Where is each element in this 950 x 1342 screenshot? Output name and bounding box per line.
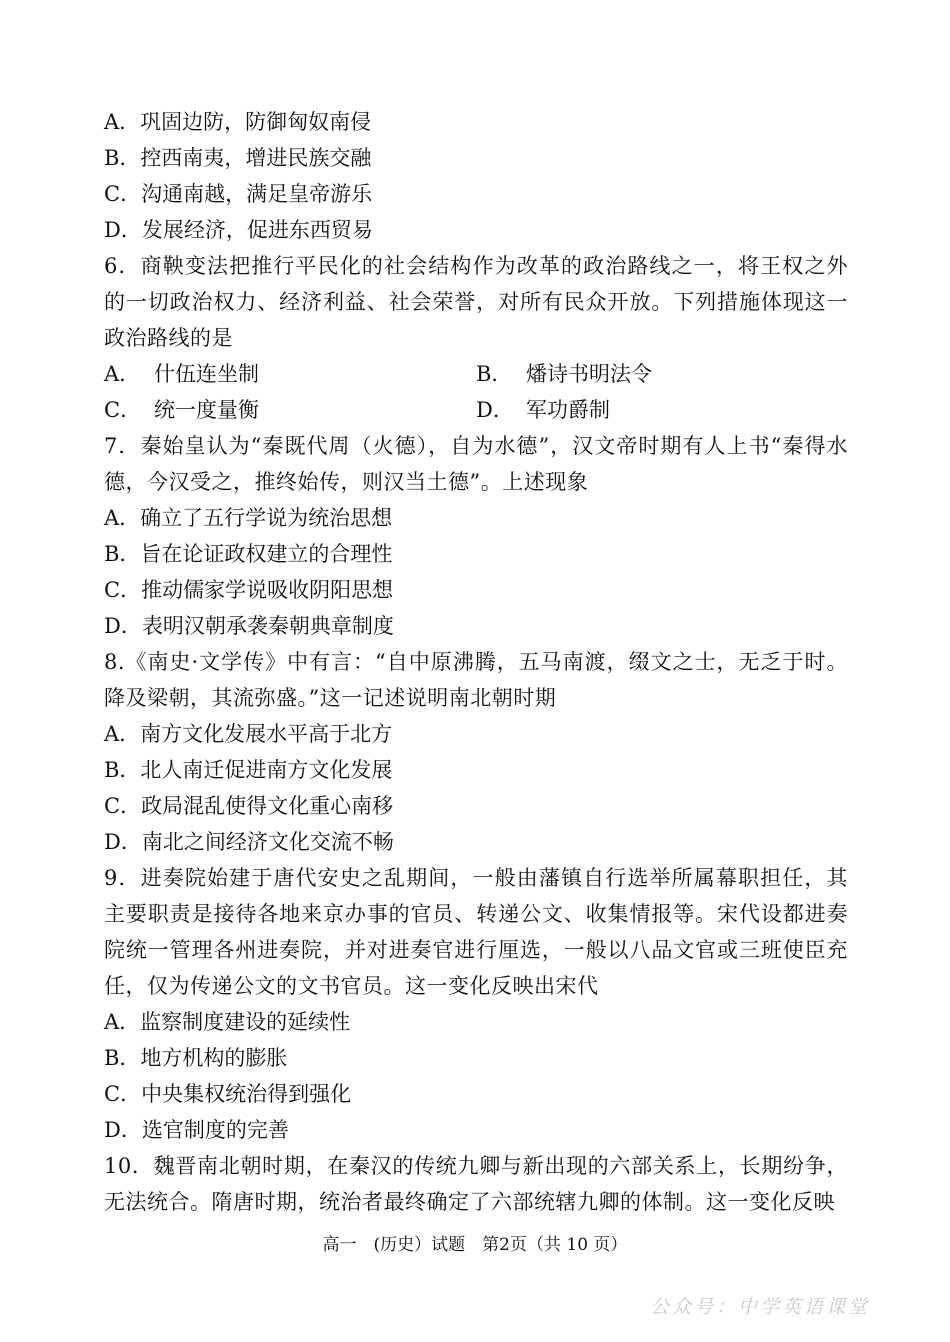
option-a [104,356,476,392]
question-8-stem: 8.《南史·文学传》中有言：“自中原沸腾，五马南渡，缀文之士，无乏于时。降及梁朝，其流弥盛。”这一记述说明南北朝时期 [104,650,848,710]
option-a: A．巩固边防，防御匈奴南侵 [104,110,372,134]
option-c: C．沟通南越，满足皇帝游乐 [104,182,373,206]
question-7-stem: 7．秦始皇认为“秦既代周（火德），自为水德”，汉文帝时期有人上书“秦得水德，今汉受之，推终始传，则汉当土德”。上述现象 [104,434,848,494]
question-9-stem: 9．进奏院始建于唐代安史之乱期间，一般由藩镇自行选举所属幕职担任，其主要职责是接待各地来京办事的官员、转递公文、收集情报等。宋代设都进奏院统一管理各州进奏院，并对进奏官进行厘选，一般以八品文官或三班使臣充任，仅为传递公文的文书官员。这一变化反映出宋代 [104,866,848,998]
option-d: D．南北之间经济文化交流不畅 [104,830,394,854]
question-8 [104,644,848,860]
option-key: B． [476,362,513,386]
option-c: C．政局混乱使得文化重心南移 [104,794,394,818]
option-d [476,392,848,428]
page-footer: 高一 (历史）试题 第2页（共 10 页） [322,1235,628,1255]
question-10-stem: 10．魏晋南北朝时期，在秦汉的传统九卿与新出现的六部关系上，长期纷争，无法统合。隋唐时期，统治者最终确定了六部统辖九卿的体制。这一变化反映 [104,1154,848,1214]
option-c: C．中央集权统治得到强化 [104,1082,352,1106]
option-a: A．南方文化发展水平高于北方 [104,722,393,746]
option-key: D． [476,398,514,422]
exam-page-content [104,104,848,1220]
option-text: 军功爵制 [526,398,610,422]
option-key: A． [104,362,141,386]
option-d: D．发展经济，促进东西贸易 [104,218,373,242]
question-6-options-row-1 [104,356,848,392]
question-10 [104,1148,848,1220]
option-b: B．地方机构的膨胀 [104,1046,288,1070]
option-c [104,392,476,428]
option-key: C． [104,398,142,422]
option-b [476,356,848,392]
option-text: 统一度量衡 [154,398,259,422]
option-d: D．选官制度的完善 [104,1118,289,1142]
question-6-stem: 6．商鞅变法把推行平民化的社会结构作为改革的政治路线之一，将王权之外的一切政治权力、经济利益、社会荣誉，对所有民众开放。下列措施体现这一政治路线的是 [104,254,848,350]
option-b: B．旨在论证政权建立的合理性 [104,542,393,566]
option-b: B．控西南夷，增进民族交融 [104,146,372,170]
watermark: 公众号：中学英语课堂 [649,1296,870,1318]
question-5-options [104,104,848,248]
question-6 [104,248,848,428]
option-d: D．表明汉朝承袭秦朝典章制度 [104,614,394,638]
option-a: A．监察制度建设的延续性 [104,1010,351,1034]
option-text: 燔诗书明法令 [526,362,652,386]
question-7 [104,428,848,644]
option-text: 什伍连坐制 [154,362,259,386]
option-b: B．北人南迁促进南方文化发展 [104,758,393,782]
option-a: A．确立了五行学说为统治思想 [104,506,393,530]
question-6-options-row-2 [104,392,848,428]
option-c: C．推动儒家学说吸收阴阳思想 [104,578,394,602]
question-9 [104,860,848,1148]
